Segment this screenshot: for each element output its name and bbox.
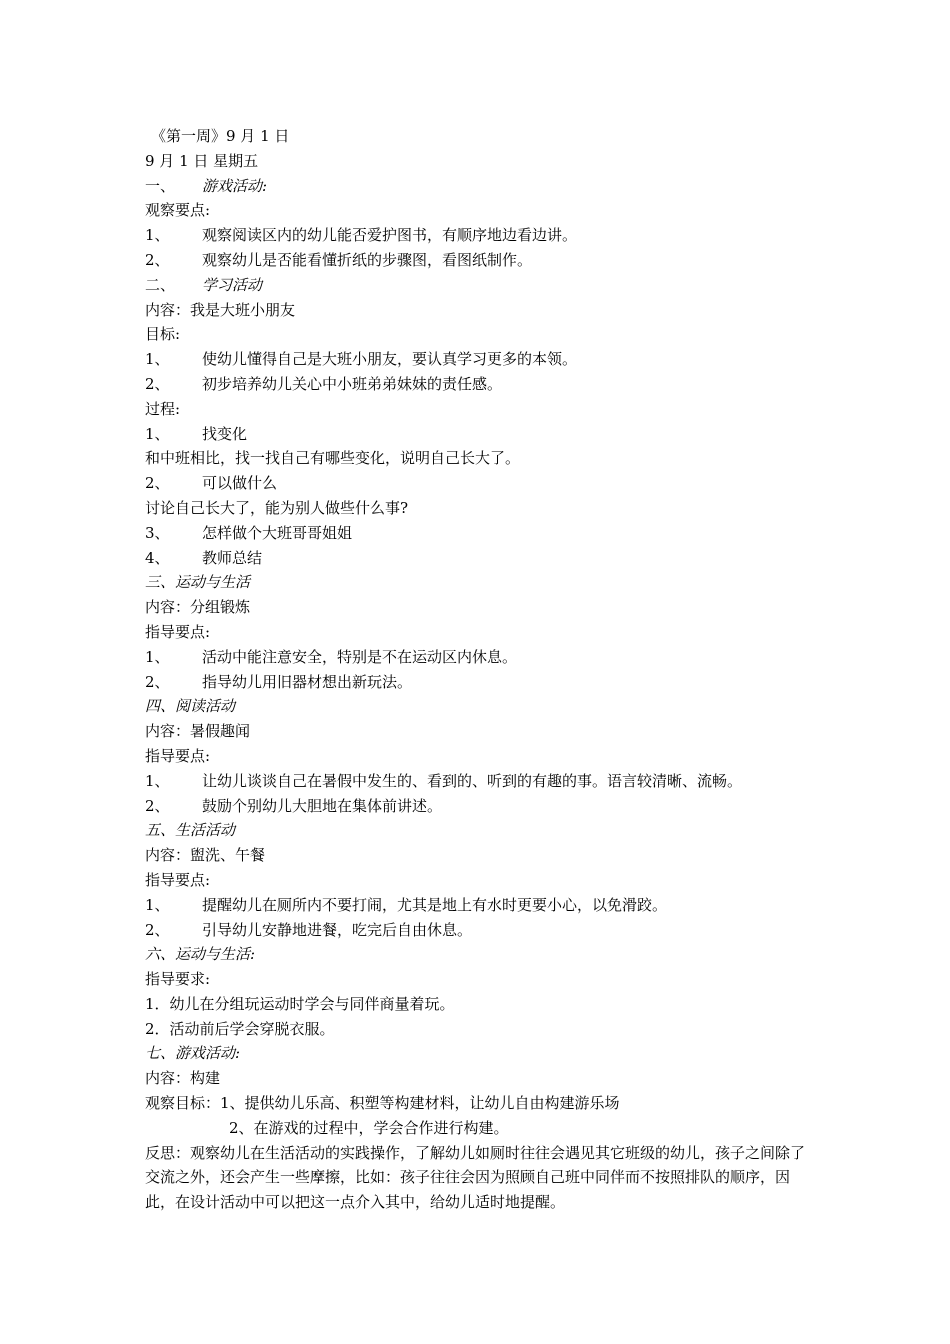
section-3-item-1: [145, 645, 810, 670]
section-6-item-2: 2．活动前后学会穿脱衣服。: [145, 1019, 335, 1038]
item-number: 3、: [145, 523, 170, 542]
item-text: 找变化: [202, 424, 248, 443]
section-2-heading: [145, 273, 810, 298]
section-3-item-2: [145, 670, 810, 695]
section-4-label: 指导要点:: [145, 746, 211, 765]
section-1-title: 游戏活动:: [202, 176, 268, 195]
section-5-label: 指导要点:: [145, 870, 211, 889]
section-3-label: 指导要点:: [145, 622, 211, 641]
item-text: 可以做什么: [202, 474, 278, 493]
section-3-content: 内容：分组锻炼: [145, 598, 251, 617]
item-number: 1、: [145, 350, 170, 369]
section-5-heading: 五、生活活动: [145, 821, 236, 840]
section-5-content: 内容：盥洗、午餐: [145, 846, 266, 865]
section-2-process-3: [145, 521, 810, 546]
item-number: 2、: [145, 672, 170, 691]
item-number: 1、: [145, 895, 170, 914]
item-number: 2、: [145, 374, 170, 393]
section-2-process-2-desc: 讨论自己长大了，能为别人做些什么事?: [145, 498, 409, 517]
section-2-goal-2: [145, 372, 810, 397]
item-number: 2、: [145, 250, 170, 269]
reflection-paragraph: 反思：观察幼儿在生活活动的实践操作，了解幼儿如厕时往往会遇见其它班级的幼儿，孩子之间除了交流之外，还会产生一些摩擦，比如：孩子往往会因为照顾自己班中同伴而不按照排队的顺序，因此，在设计活动中可以把这一点介入其中，给幼儿适时地提醒。: [145, 1143, 806, 1212]
section-1-label: 观察要点:: [145, 201, 211, 220]
section-1-number: 一、: [145, 176, 176, 195]
item-number: 2、: [145, 920, 170, 939]
item-text: 鼓励个别幼儿大胆地在集体前讲述。: [202, 796, 443, 815]
section-2-process-1-desc: 和中班相比，找一找自己有哪些变化，说明自己长大了。: [145, 449, 521, 468]
section-4-item-1: [145, 769, 810, 794]
section-2-number: 二、: [145, 275, 176, 294]
item-text: 怎样做个大班哥哥姐姐: [202, 523, 353, 542]
doc-title: 《第一周》9 月 1 日: [151, 127, 290, 145]
section-4-content: 内容：暑假趣闻: [145, 722, 251, 741]
section-7-heading: 七、游戏活动:: [145, 1044, 241, 1063]
item-number: 1、: [145, 771, 170, 790]
section-2-goal-label: 目标:: [145, 325, 181, 344]
section-2-content: 内容：我是大班小朋友: [145, 300, 296, 319]
section-1-item-1: [145, 223, 810, 248]
item-number: 1、: [145, 424, 170, 443]
item-text: 使幼儿懂得自己是大班小朋友，要认真学习更多的本领。: [202, 350, 578, 369]
section-6-label: 指导要求:: [145, 970, 211, 989]
doc-date: 9 月 1 日 星期五: [145, 151, 259, 170]
section-7-objective-1: 观察目标：1、提供幼儿乐高、积塑等构建材料，让幼儿自由构建游乐场: [145, 1094, 620, 1113]
section-6-heading: 六、运动与生活:: [145, 945, 256, 964]
item-text: 初步培养幼儿关心中小班弟弟妹妹的责任感。: [202, 374, 503, 393]
section-3-heading: 三、运动与生活: [145, 573, 251, 592]
item-text: 引导幼儿安静地进餐，吃完后自由休息。: [202, 920, 473, 939]
item-text: 观察幼儿是否能看懂折纸的步骤图，看图纸制作。: [202, 250, 533, 269]
item-number: 2、: [145, 796, 170, 815]
section-6-item-1: 1．幼儿在分组玩运动时学会与同伴商量着玩。: [145, 994, 455, 1013]
item-number: 4、: [145, 548, 170, 567]
item-text: 指导幼儿用旧器材想出新玩法。: [202, 672, 413, 691]
item-text: 观察阅读区内的幼儿能否爱护图书，有顺序地边看边讲。: [202, 226, 578, 245]
document-body: [145, 124, 810, 1215]
item-number: 2、: [145, 474, 170, 493]
item-text: 活动中能注意安全，特别是不在运动区内休息。: [202, 647, 518, 666]
item-text: 让幼儿谈谈自己在暑假中发生的、看到的、听到的有趣的事。语言较清晰、流畅。: [202, 771, 743, 790]
item-number: 1、: [145, 226, 170, 245]
item-text: 提醒幼儿在厕所内不要打闹，尤其是地上有水时更要小心，以免滑跤。: [202, 895, 668, 914]
section-4-heading: 四、阅读活动: [145, 697, 236, 716]
section-2-process-4: [145, 546, 810, 571]
section-5-item-1: [145, 893, 810, 918]
section-2-process-2: [145, 471, 810, 496]
section-4-item-2: [145, 794, 810, 819]
section-2-goal-1: [145, 347, 810, 372]
item-text: 教师总结: [202, 548, 263, 567]
section-7-content: 内容：构建: [145, 1069, 221, 1088]
section-2-process-label: 过程:: [145, 399, 181, 418]
section-2-title: 学习活动: [202, 275, 263, 294]
section-2-process-1: [145, 422, 810, 447]
section-1-heading: [145, 174, 810, 199]
section-1-item-2: [145, 248, 810, 273]
section-5-item-2: [145, 918, 810, 943]
section-7-objective-2: 2、在游戏的过程中，学会合作进行构建。: [229, 1118, 509, 1137]
item-number: 1、: [145, 647, 170, 666]
